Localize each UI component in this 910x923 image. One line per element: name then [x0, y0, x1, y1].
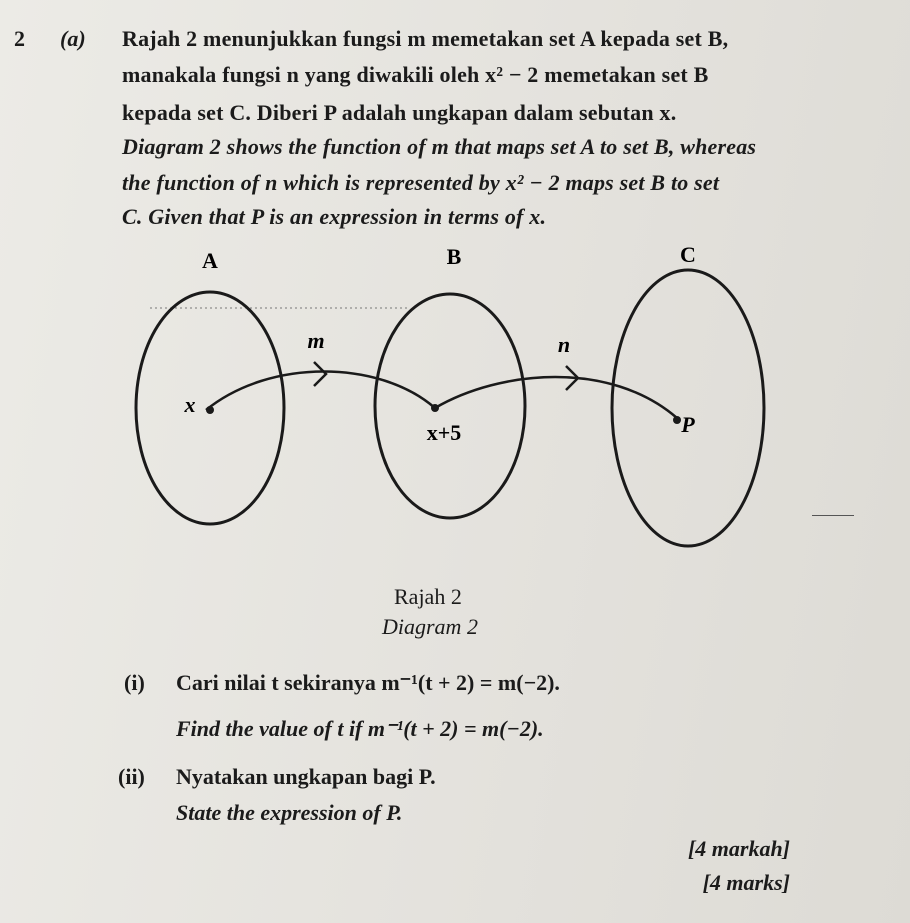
arrow-m-head [314, 362, 326, 386]
subpart-i-number: (i) [124, 670, 145, 695]
point-x-dot [206, 406, 214, 414]
diagram-caption-malay: Rajah 2 [394, 584, 462, 609]
arrow-n [435, 377, 677, 418]
diagram-caption-english: Diagram 2 [382, 614, 478, 639]
subpart-i-english: Find the value of t if m⁻¹(t + 2) = m(−2). [176, 716, 544, 741]
set-b-ellipse [375, 294, 525, 518]
stray-mark [812, 515, 854, 516]
arrow-m [206, 372, 435, 411]
point-p-dot [673, 416, 681, 424]
function-n-label: n [557, 332, 571, 357]
set-b-label: B [446, 244, 462, 269]
question-number: 2 [14, 26, 25, 51]
english-text-line-2: the function of n which is represented by x² − 2 maps set B to set [122, 170, 720, 195]
subpart-i-malay: Cari nilai t sekiranya m⁻¹(t + 2) = m(−2). [176, 670, 560, 695]
set-c-label: C [680, 242, 696, 267]
subpart-ii-malay: Nyatakan ungkapan bagi P. [176, 764, 436, 789]
marks-malay: [4 markah] [687, 836, 790, 861]
set-a-label: A [202, 248, 218, 273]
question-part: (a) [60, 26, 86, 51]
malay-text-line-2: manakala fungsi n yang diwakili oleh x² − 2 memetakan set B [122, 62, 709, 87]
marks-english: [4 marks] [702, 870, 790, 895]
element-x-plus-5-label: x+5 [426, 420, 462, 445]
english-text-line-1: Diagram 2 shows the function of m that maps set A to set B, whereas [122, 134, 757, 159]
arrow-diagram [110, 240, 790, 560]
subpart-ii-number: (ii) [118, 764, 145, 789]
english-text-line-3: C. Given that P is an expression in terms of x. [122, 204, 547, 229]
element-p-label: P [681, 412, 695, 437]
malay-text-line-3: kepada set C. Diberi P adalah ungkapan dalam sebutan x. [122, 100, 677, 125]
subpart-ii-english: State the expression of P. [176, 800, 403, 825]
function-m-label: m [307, 328, 325, 353]
element-x-label: x [184, 392, 196, 417]
point-x-plus-5-dot [431, 404, 439, 412]
malay-text-line-1: Rajah 2 menunjukkan fungsi m memetakan set A kepada set B, [122, 26, 729, 51]
set-c-ellipse [612, 270, 764, 546]
